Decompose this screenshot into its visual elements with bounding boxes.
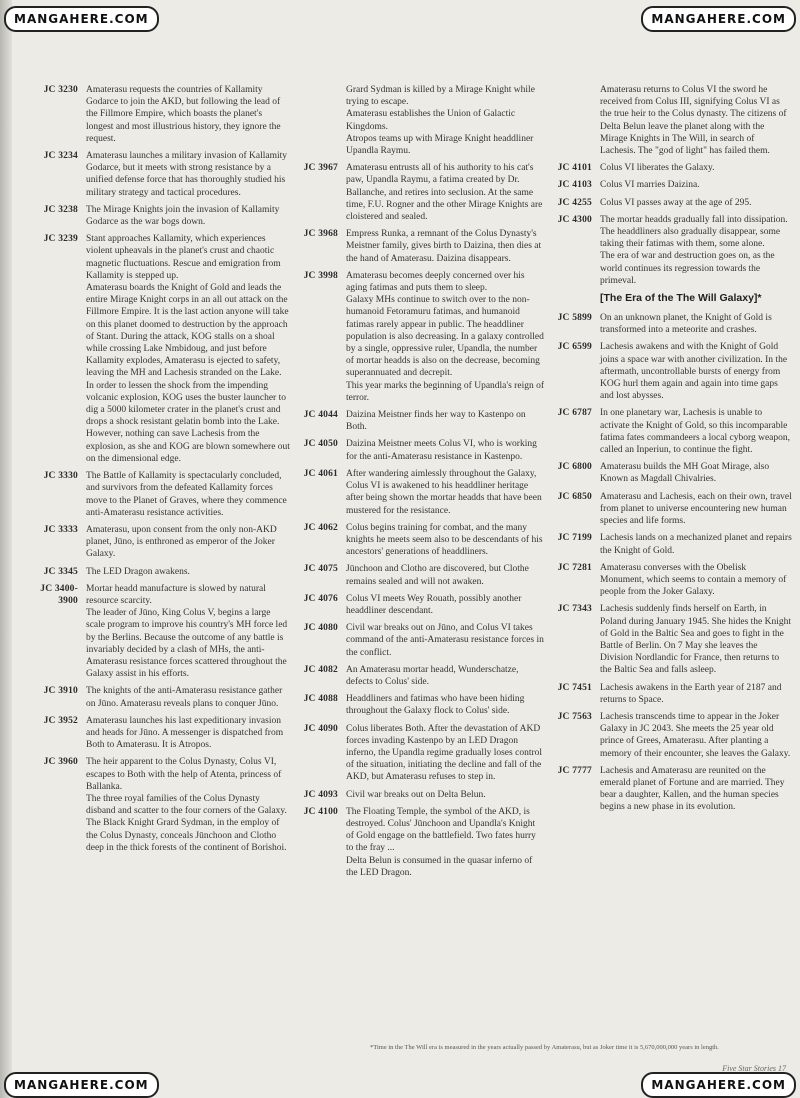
timeline-entry: [288, 162, 544, 223]
timeline-entry: [28, 756, 290, 854]
timeline-entry: [542, 197, 792, 209]
timeline-column-2: [288, 84, 544, 884]
entry-text: Colus VI passes away at the age of 295.: [600, 197, 752, 208]
entry-year: JC 4050: [303, 439, 338, 450]
entry-year: JC 6800: [557, 462, 592, 473]
timeline-entry: [288, 563, 544, 587]
entry-year: JC 4075: [303, 564, 338, 575]
entry-year: JC 3400- 3900: [40, 583, 78, 606]
entry-text: The Floating Temple, the symbol of the AKD, is destroyed. Colus' Jūnchoon and Upandla's Knight of Gold engage on the battlefield. Two fates hurry to the fray ... Delta Belun is consumed in the quasar inferno of the LED Dragon.: [346, 806, 536, 878]
entry-year: JC 7563: [557, 711, 592, 722]
entry-text: On an unknown planet, the Knight of Gold is transformed into a meteorite and crashes.: [600, 313, 772, 336]
entry-text: Amaterasu requests the countries of Kallamity Godarce to join the AKD, but following the lead of the Fillmore Empire, which boasts the planet's longest and most illustrious history, they ignore the request.: [86, 85, 281, 144]
timeline-entry: [28, 524, 290, 561]
entry-year: JC 3998: [303, 270, 338, 281]
timeline-entry: [542, 532, 792, 556]
timeline-entry: [542, 341, 792, 402]
timeline-entry: [288, 806, 544, 879]
entry-year: JC 3967: [303, 163, 338, 174]
entry-year: JC 4044: [303, 410, 338, 421]
entry-year: JC 6599: [557, 342, 592, 353]
entry-text: Daizina Meistner finds her way to Kastenpo on Both.: [346, 410, 526, 433]
entry-text: Colus VI liberates the Galaxy.: [600, 163, 715, 174]
entry-text: Colus VI meets Wey Rouath, possibly another headdliner descendant.: [346, 593, 522, 616]
timeline-entry: [28, 583, 290, 681]
timeline-entry: [288, 593, 544, 617]
entry-text: Amaterasu converses with the Obelisk Monument, which seems to contain a memory of people from the Joker Galaxy.: [600, 562, 787, 598]
timeline-entry: [28, 204, 290, 228]
entry-year: JC 4061: [303, 468, 338, 479]
entry-text: Amaterasu launches his last expeditionary invasion and heads for Jūno. A messenger is dispatched from Both to Amaterasu. It is Atropos.: [86, 715, 284, 751]
watermark-logo: MANGAHERE.COM: [641, 6, 796, 32]
entry-year: JC 4100: [303, 806, 338, 817]
entry-text: Lachesis suddenly finds herself on Earth, in Poland during January 1945. She hides the Knight of Gold in the Baltic Sea and goes to fight in the Battle of Berlin. On 7 May she leaves the Division Nordlandic for France, then returns to the Baltic Sea and falls asleep.: [600, 604, 792, 676]
entry-text: After wandering aimlessly throughout the Galaxy, Colus VI is awakened to his headdliner heritage after being shown the mortar headds that have been mustered for the resistance.: [346, 468, 542, 516]
timeline-entry: [288, 228, 544, 265]
timeline-entry: [288, 723, 544, 784]
timeline-entry: [28, 84, 290, 145]
entry-year: JC 6850: [557, 491, 592, 502]
entry-year: JC 4093: [303, 789, 338, 800]
entry-text: Mortar headd manufacture is slowed by natural resource scarcity. The leader of Jūno, King Colus V, begins a large scale program to improve his country's MH force led by the Berlins. Because the outcome of any battle is invariably decided by a clash of MHs, the anti-Amaterasu resistance forces scattered throughout the Galaxy assist in his efforts.: [86, 583, 288, 680]
entry-year: JC 3333: [43, 524, 78, 535]
entry-text: Amaterasu, upon consent from the only non-AKD planet, Jūno, is enthroned as emperor of the Joker Galaxy.: [86, 524, 277, 560]
timeline-entry: [288, 789, 544, 801]
entry-year: [288, 84, 346, 157]
entry-year: JC 4082: [303, 664, 338, 675]
entry-year: JC 7777: [557, 765, 592, 776]
entry-year: JC 4076: [303, 593, 338, 604]
entry-year: JC 3234: [43, 151, 78, 162]
timeline-list-top: [542, 84, 792, 287]
entry-year: JC 3239: [43, 234, 78, 245]
timeline-entry: [542, 603, 792, 676]
timeline-entry: [288, 693, 544, 717]
timeline-entry: [288, 409, 544, 433]
entry-year: JC 7343: [557, 604, 592, 615]
timeline-column-1: [28, 84, 290, 859]
entry-year: JC 3960: [43, 757, 78, 768]
timeline-entry: [542, 491, 792, 528]
entry-year: JC 3968: [303, 229, 338, 240]
entry-text: Headdliners and fatimas who have been hiding throughout the Galaxy flock to Colus' side.: [346, 694, 525, 717]
timeline-entry: [28, 566, 290, 578]
timeline-entry: [288, 270, 544, 404]
timeline-entry: [288, 664, 544, 688]
timeline-entry: [542, 682, 792, 706]
timeline-entry: [542, 711, 792, 760]
entry-year: JC 4080: [303, 623, 338, 634]
entry-text: Lachesis and Amaterasu are reunited on the emerald planet of Fortune and are married. They bear a daughter, Kallen, and the human species begins a new phase in its evolution.: [600, 765, 785, 813]
timeline-entry: [28, 150, 290, 199]
entry-text: An Amaterasu mortar headd, Wunderschatze, defects to Colus' side.: [346, 664, 519, 687]
entry-text: Civil war breaks out on Jūno, and Colus VI takes command of the anti-Amaterasu resistance forces in the conflict.: [346, 623, 544, 658]
entry-text: Colus VI marries Daizina.: [600, 180, 700, 191]
entry-year: JC 4101: [557, 163, 592, 174]
timeline-entry: [542, 179, 792, 191]
entry-year: JC 7451: [557, 682, 592, 693]
entry-text: Stant approaches Kallamity, which experiences violent upheavals in the planet's crust and chaotic magnetic fluctuations. Rescue and emigration from Kallamity is stepped up. Amaterasu boards the Knight of Gold and leads the entire Mirage Knight corps in an all out attack on the Fillmore Empire. It is the last action anyone will take on this planet doomed to destruction by the approach of Stant. During the attack, KOG stalls on a shoal while crossing Lake Nmbidoug, and just before Kallamity explodes, Amaterasu is ejected to safety, leaving the MH and Lachesis stranded on the Lake. In order to lessen the shock from the impending volcanic explosion, KOG uses the buster launcher to dig a 5000 kilometer crater in the planet's crust and drops a shock resistant gelatin bomb into the Lake. However, nothing can save Lachesis from the explosion, as she and KOG are blown somewhere out on the dimensional edge.: [86, 234, 290, 464]
timeline-entry: [542, 84, 792, 157]
entry-text: The LED Dragon awakens.: [86, 566, 190, 577]
timeline-entry: [288, 622, 544, 659]
timeline-entry: [288, 522, 544, 559]
entry-text: Colus begins training for combat, and the many knights he meets seem also to be descendants of his ancestors' generations of headdliners.: [346, 522, 543, 558]
timeline-entry: [28, 470, 290, 519]
entry-text: Amaterasu and Lachesis, each on their own, travel from planet to universe encountering new human species and life forms.: [600, 491, 792, 527]
page-footer: Five Star Stories 17: [722, 1064, 786, 1073]
entry-text: Lachesis transcends time to appear in the Joker Galaxy in JC 2043. She meets the 25 year old prince of Grees, Amaterasu. After planting a memory of their encounter, she leaves the Galaxy.: [600, 711, 791, 759]
entry-year: JC 4090: [303, 723, 338, 734]
timeline-entry: [542, 162, 792, 174]
entry-text: Jūnchoon and Clotho are discovered, but Clothe remains sealed and will not awaken.: [346, 564, 529, 587]
timeline-entry: [542, 407, 792, 456]
entry-text: Lachesis lands on a mechanized planet and repairs the Knight of Gold.: [600, 533, 792, 556]
entry-text: Colus liberates Both. After the devastation of AKD forces invading Kastenpo by an LED Dragon inferno, the Upandla regime gradually loses control of the situation, initiating the decline and fall of the AKD, but Amaterasu refuses to step in.: [346, 723, 543, 783]
entry-text: Daizina Meistner meets Colus VI, who is working for the anti-Amaterasu resistance in Kastenpo.: [346, 439, 537, 462]
entry-year: JC 3910: [43, 686, 78, 697]
timeline-entry: [28, 233, 290, 465]
timeline-entry: [542, 214, 792, 287]
entry-year: JC 3230: [43, 85, 78, 95]
entry-text: The Mirage Knights join the invasion of Kallamity Godarce as the war bogs down.: [86, 204, 280, 228]
entry-text: The knights of the anti-Amaterasu resistance gather on Jūno. Amaterasu reveals plans to conquer Jūno.: [86, 686, 283, 709]
watermark-logo: MANGAHERE.COM: [641, 1072, 796, 1098]
entry-year: JC 4088: [303, 694, 338, 705]
entry-year: JC 4062: [303, 522, 338, 533]
entry-text: Amaterasu becomes deeply concerned over his aging fatimas and puts them to sleep. Galaxy MHs continue to switch over to the non-humanoid Fetoramuru fatimas, and humanoid fatimas rarely appear in public. The headdliner population is also decreasing. In a galaxy controlled by a single, oppressive ruler, Upandla, the number of mortar headds is also on the decrease, becoming superannuated and decrepit. This year marks the beginning of Upandla's reign of terror.: [346, 270, 544, 403]
page-spine-shadow: [0, 0, 12, 1098]
entry-text: Lachesis awakens in the Earth year of 2187 and returns to Space.: [600, 682, 782, 705]
entry-text: In one planetary war, Lachesis is unable to activate the Knight of Gold, so this incomparable fatima fates commandeers a local cyborg weapon, called an Inperiun, to continue the fight.: [600, 408, 791, 456]
entry-text: Empress Runka, a remnant of the Colus Dynasty's Meistner family, gives birth to Daizina, then dies at the hand of Amaterasu. Daizina disappears.: [346, 229, 542, 264]
entry-text: The heir apparent to the Colus Dynasty, Colus VI, escapes to Both with the help of Atenta, princess of Ballanka. The three royal families of the Colus Dynasty disband and scatter to the four corners of the Galaxy. The Black Knight Grard Sydman, in the employ of the Colus Dynasty, conceals Jūnchoon and Clotho deep in the thick forests of the continent of Borishoi.: [86, 757, 287, 853]
footnote: *Time in the The Will era is measured in the years actually passed by Amaterasu, but as Joker time it is 5,670,000,000 years in length.: [370, 1044, 719, 1051]
entry-year: JC 3330: [43, 471, 78, 482]
entry-year: JC 7281: [557, 562, 592, 573]
timeline-entry: [542, 461, 792, 485]
entry-text: Amaterasu returns to Colus VI the sword he received from Colus III, signifying Colus VI as the true heir to the Colus dynasty. The citizens of Delta Belun leave the planet along with the Mirage Knights in The Will, in search of Lachesis. The "god of light" has failed them.: [600, 85, 787, 157]
entry-text: Amaterasu builds the MH Goat Mirage, also Known as Magdall Chivalries.: [600, 462, 770, 485]
entry-year: JC 4300: [557, 214, 592, 225]
entry-text: Amaterasu launches a military invasion of Kallamity Godarce, but it meets with strong resistance by a unified defense force that has thoroughly studied his military strategy and tactical procedures.: [86, 151, 288, 198]
entry-year: JC 3238: [43, 204, 78, 215]
timeline-entry: [542, 765, 792, 814]
entry-text: The Battle of Kallamity is spectacularly concluded, and survivors from the defeated Kallamity forces move to the Planet of Graves, where they commence anti-Amaterasu resistance activities.: [86, 471, 287, 518]
entry-year: JC 7199: [557, 533, 592, 544]
entry-year: JC 6787: [557, 408, 592, 419]
entry-year: JC 4103: [557, 180, 592, 191]
watermark-logo: MANGAHERE.COM: [4, 1072, 159, 1098]
timeline-entry: [542, 312, 792, 336]
entry-year: [542, 84, 600, 157]
section-heading: [The Era of the The Will Galaxy]*: [600, 292, 762, 305]
entry-year: JC 4255: [557, 197, 592, 208]
timeline-entry: [542, 562, 792, 599]
timeline-entry: [288, 438, 544, 462]
entry-text: Lachesis awakens and with the Knight of Gold joins a space war with another civilization. In the aftermath, uncontrollable bursts of energy from KOG hurl them again and again into time gaps and lost abysses.: [600, 342, 788, 402]
timeline-entry: [288, 84, 544, 157]
timeline-list-bottom: [542, 312, 792, 814]
entry-text: Grard Sydman is killed by a Mirage Knight while trying to escape. Amaterasu establishes the Union of Galactic Kingdoms. Atropos teams up with Mirage Knight headdliner Upandla Raymu.: [346, 85, 535, 157]
timeline-entry: [288, 468, 544, 517]
timeline-entry: [28, 715, 290, 752]
watermark-logo: MANGAHERE.COM: [4, 6, 159, 32]
timeline-entry: [28, 685, 290, 709]
entry-text: The mortar headds gradually fall into dissipation. The headdliners also gradually disappear, some taking their fatimas with them, some alone. The era of war and destruction goes on, as the world continues its regression towards the primeval.: [600, 214, 788, 286]
entry-text: Civil war breaks out on Delta Belun.: [346, 789, 486, 800]
entry-year: JC 3952: [43, 715, 78, 726]
timeline-column-3: [542, 84, 792, 819]
entry-text: Amaterasu entrusts all of his authority to his cat's paw, Upandla Raymu, a fatima created by Dr. Ballanche, and retires into seclusion. At the same time, F.U. Rogner and the other Mirage Knights are cloistered and sealed.: [346, 163, 543, 223]
entry-year: JC 5899: [557, 313, 592, 324]
entry-year: JC 3345: [43, 566, 78, 577]
